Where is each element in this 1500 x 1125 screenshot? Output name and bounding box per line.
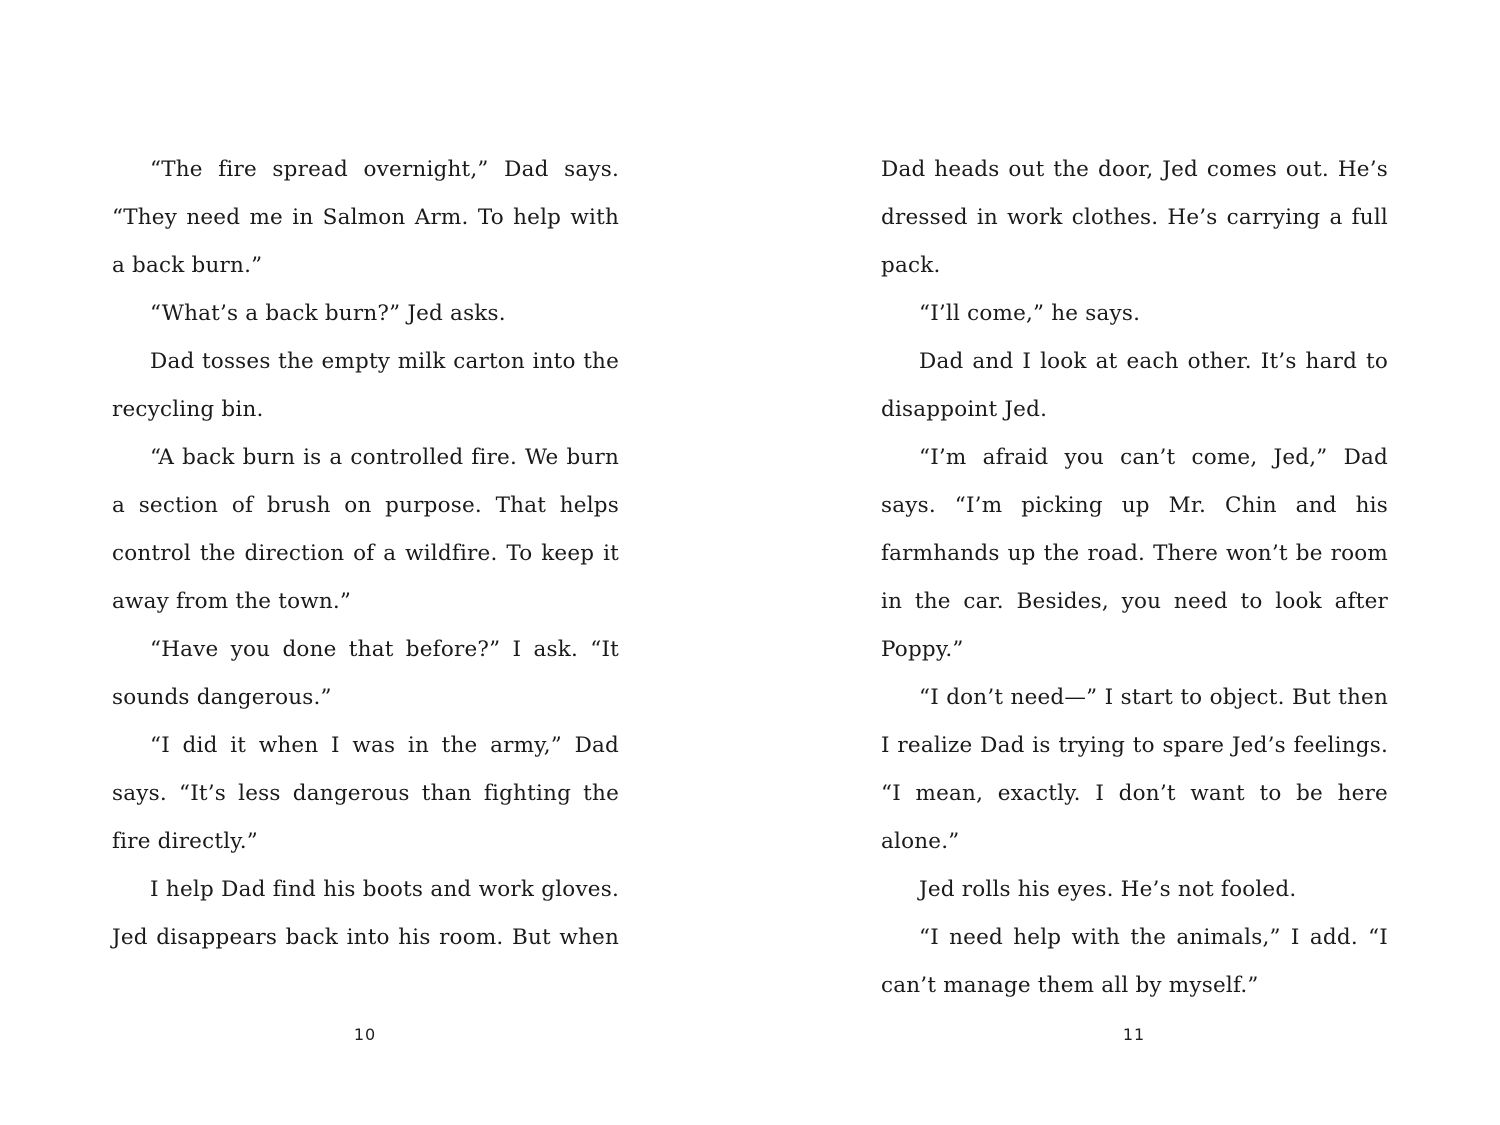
left-paragraph-3: Dad tosses the empty milk carton into the recycling bin. bbox=[112, 349, 619, 422]
right-paragraph-4: “I’m afraid you can’t come, Jed,” Dad says. “I’m picking up Mr. Chin and his farmhands up the road. There won’t be room in the car. Besides, you need to look after Poppy.” bbox=[881, 445, 1388, 662]
right-paragraph-2: “I’ll come,” he says. bbox=[919, 301, 1141, 326]
right-paragraph-6: Jed rolls his eyes. He’s not fooled. bbox=[919, 877, 1297, 902]
left-paragraph-6: “I did it when I was in the army,” Dad says. “It’s less dangerous than fighting the fire directly.” bbox=[112, 733, 619, 854]
left-page bbox=[112, 146, 619, 962]
left-paragraph-2: “What’s a back burn?” Jed asks. bbox=[150, 301, 506, 326]
page-number-left: 10 bbox=[353, 1025, 377, 1044]
right-paragraph-5: “I don’t need—” I start to object. But then I realize Dad is trying to spare Jed’s feelings. “I mean, exactly. I don’t want to be here alone.” bbox=[881, 685, 1388, 854]
left-paragraph-7: I help Dad find his boots and work gloves. Jed disappears back into his room. But when bbox=[112, 877, 619, 950]
right-paragraph-1: Dad heads out the door, Jed comes out. He’s dressed in work clothes. He’s carrying a full pack. bbox=[881, 157, 1388, 278]
page-number-right: 11 bbox=[1122, 1025, 1146, 1044]
left-paragraph-4: “A back burn is a controlled fire. We burn a section of brush on purpose. That helps control the direction of a wildfire. To keep it away from the town.” bbox=[112, 445, 619, 614]
right-page bbox=[881, 146, 1388, 1010]
right-paragraph-3: Dad and I look at each other. It’s hard to disappoint Jed. bbox=[881, 349, 1388, 422]
left-paragraph-5: “Have you done that before?” I ask. “It sounds dangerous.” bbox=[112, 637, 619, 710]
right-paragraph-7: “I need help with the animals,” I add. “I can’t manage them all by myself.” bbox=[881, 925, 1388, 998]
left-paragraph-1: “The fire spread overnight,” Dad says. “They need me in Salmon Arm. To help with a back burn.” bbox=[112, 157, 619, 278]
